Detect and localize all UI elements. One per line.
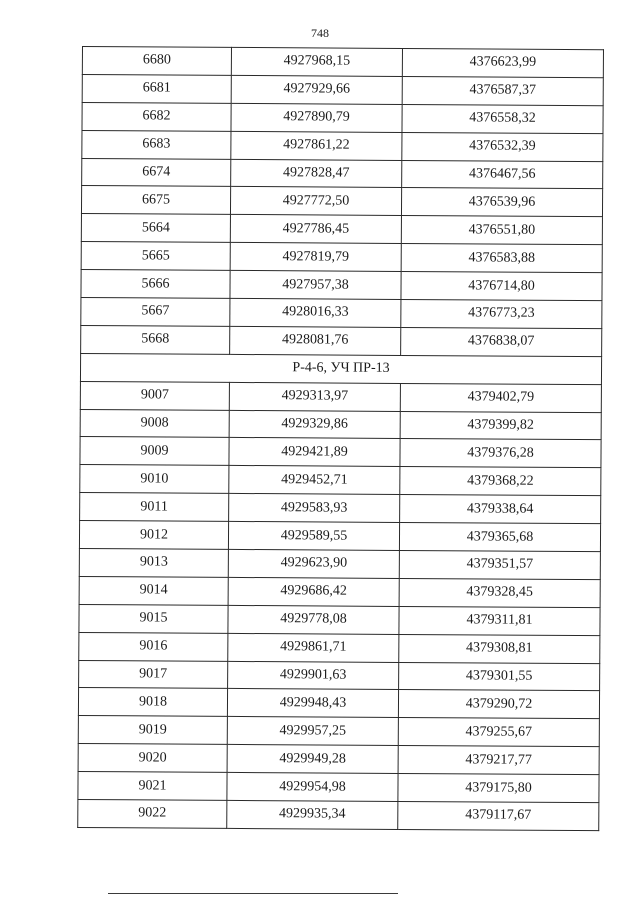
y-coordinate-cell: 4379308,81 — [399, 634, 600, 663]
point-number-cell: 5666 — [81, 270, 230, 299]
y-coordinate-cell: 4379376,28 — [400, 439, 601, 468]
x-coordinate-cell: 4927861,22 — [231, 131, 402, 160]
x-coordinate-cell: 4929452,71 — [229, 466, 400, 495]
table-row — [79, 604, 600, 635]
y-coordinate-cell: 4376773,23 — [401, 299, 602, 328]
y-coordinate-cell: 4379399,82 — [400, 411, 601, 440]
y-coordinate-cell: 4376532,39 — [402, 132, 603, 161]
y-coordinate-cell: 4379328,45 — [399, 578, 600, 607]
point-number-cell: 6674 — [82, 158, 231, 187]
table-row — [78, 744, 599, 775]
point-number-cell: 5667 — [81, 298, 230, 327]
table-row — [80, 381, 601, 412]
point-number-cell: 6682 — [82, 102, 231, 131]
x-coordinate-cell: 4927968,15 — [231, 47, 402, 76]
x-coordinate-cell: 4929329,86 — [229, 410, 400, 439]
table-row — [82, 158, 603, 189]
point-number-cell: 6680 — [82, 47, 231, 76]
x-coordinate-cell: 4927890,79 — [231, 103, 402, 132]
table-row — [81, 325, 602, 356]
point-number-cell: 9014 — [79, 576, 228, 605]
y-coordinate-cell: 4379290,72 — [398, 690, 599, 719]
x-coordinate-cell: 4927957,38 — [230, 271, 401, 300]
y-coordinate-cell: 4379402,79 — [400, 383, 601, 412]
x-coordinate-cell: 4927772,50 — [230, 187, 401, 216]
x-coordinate-cell: 4927786,45 — [230, 215, 401, 244]
x-coordinate-cell: 4929686,42 — [228, 577, 399, 606]
table-row — [78, 772, 599, 803]
table-row — [80, 437, 601, 468]
x-coordinate-cell: 4929949,28 — [227, 745, 398, 774]
table-row — [79, 549, 600, 580]
y-coordinate-cell: 4376587,37 — [402, 76, 603, 105]
y-coordinate-cell: 4376623,99 — [402, 48, 603, 77]
y-coordinate-cell: 4376467,56 — [402, 160, 603, 189]
section-header — [80, 353, 601, 384]
y-coordinate-cell: 4379175,80 — [398, 774, 599, 803]
x-coordinate-cell: 4929957,25 — [227, 717, 398, 746]
footer-rule — [108, 893, 398, 894]
point-number-cell: 6683 — [82, 130, 231, 159]
coordinates-block-a — [81, 47, 604, 357]
table-row — [82, 130, 603, 161]
table-row — [81, 214, 602, 245]
point-number-cell: 9012 — [79, 521, 228, 550]
coordinates-block-b — [78, 381, 602, 830]
coordinates-table — [77, 46, 604, 831]
point-number-cell: 6681 — [82, 74, 231, 103]
table-row — [79, 660, 600, 691]
table-row — [82, 102, 603, 133]
y-coordinate-cell: 4379217,77 — [398, 746, 599, 775]
point-number-cell: 9011 — [80, 493, 229, 522]
section-header-row — [80, 353, 601, 384]
x-coordinate-cell: 4929623,90 — [228, 549, 399, 578]
table-row — [82, 74, 603, 105]
table-row — [79, 632, 600, 663]
y-coordinate-cell: 4376551,80 — [401, 216, 602, 245]
point-number-cell: 5668 — [81, 325, 230, 354]
table-row — [80, 409, 601, 440]
section-title: Р-4-6, УЧ ПР-13 — [80, 353, 601, 384]
y-coordinate-cell: 4379301,55 — [399, 662, 600, 691]
point-number-cell: 5664 — [81, 214, 230, 243]
x-coordinate-cell: 4929901,63 — [228, 661, 399, 690]
point-number-cell: 5665 — [81, 242, 230, 271]
table-row — [78, 800, 599, 831]
x-coordinate-cell: 4927929,66 — [231, 75, 402, 104]
point-number-cell: 9017 — [79, 660, 228, 689]
table-row — [78, 688, 599, 719]
x-coordinate-cell: 4929948,43 — [227, 689, 398, 718]
y-coordinate-cell: 4376558,32 — [402, 104, 603, 133]
x-coordinate-cell: 4929935,34 — [227, 800, 398, 829]
point-number-cell: 9021 — [78, 772, 227, 801]
point-number-cell: 9022 — [78, 800, 227, 829]
x-coordinate-cell: 4929954,98 — [227, 773, 398, 802]
x-coordinate-cell: 4928016,33 — [230, 298, 401, 327]
x-coordinate-cell: 4927819,79 — [230, 243, 401, 272]
y-coordinate-cell: 4379117,67 — [398, 801, 599, 830]
x-coordinate-cell: 4929861,71 — [228, 633, 399, 662]
point-number-cell: 9015 — [79, 604, 228, 633]
y-coordinate-cell: 4379365,68 — [399, 523, 600, 552]
y-coordinate-cell: 4379255,67 — [398, 718, 599, 747]
x-coordinate-cell: 4928081,76 — [230, 326, 401, 355]
x-coordinate-cell: 4929583,93 — [229, 494, 400, 523]
table-row — [82, 47, 603, 78]
x-coordinate-cell: 4927828,47 — [231, 159, 402, 188]
point-number-cell: 9016 — [79, 632, 228, 661]
table-row — [81, 242, 602, 273]
point-number-cell: 9007 — [80, 381, 229, 410]
table-row — [78, 716, 599, 747]
y-coordinate-cell: 4379368,22 — [400, 467, 601, 496]
point-number-cell: 9008 — [80, 409, 229, 438]
x-coordinate-cell: 4929421,89 — [229, 438, 400, 467]
y-coordinate-cell: 4376714,80 — [401, 272, 602, 301]
y-coordinate-cell: 4379338,64 — [400, 495, 601, 524]
point-number-cell: 9010 — [80, 465, 229, 494]
y-coordinate-cell: 4379311,81 — [399, 606, 600, 635]
x-coordinate-cell: 4929778,08 — [228, 605, 399, 634]
point-number-cell: 9018 — [78, 688, 227, 717]
table-row — [79, 576, 600, 607]
table-row — [80, 493, 601, 524]
point-number-cell: 9013 — [79, 549, 228, 578]
x-coordinate-cell: 4929589,55 — [228, 522, 399, 551]
point-number-cell: 9009 — [80, 437, 229, 466]
table-row — [81, 186, 602, 217]
point-number-cell: 9019 — [78, 716, 227, 745]
y-coordinate-cell: 4379351,57 — [399, 550, 600, 579]
y-coordinate-cell: 4376838,07 — [401, 327, 602, 356]
y-coordinate-cell: 4376539,96 — [401, 188, 602, 217]
table-row — [81, 270, 602, 301]
table-row — [81, 298, 602, 329]
point-number-cell: 9020 — [78, 744, 227, 773]
x-coordinate-cell: 4929313,97 — [229, 382, 400, 411]
table-row — [79, 521, 600, 552]
point-number-cell: 6675 — [81, 186, 230, 215]
y-coordinate-cell: 4376583,88 — [401, 244, 602, 273]
table-row — [80, 465, 601, 496]
page-number: 748 — [311, 26, 329, 40]
